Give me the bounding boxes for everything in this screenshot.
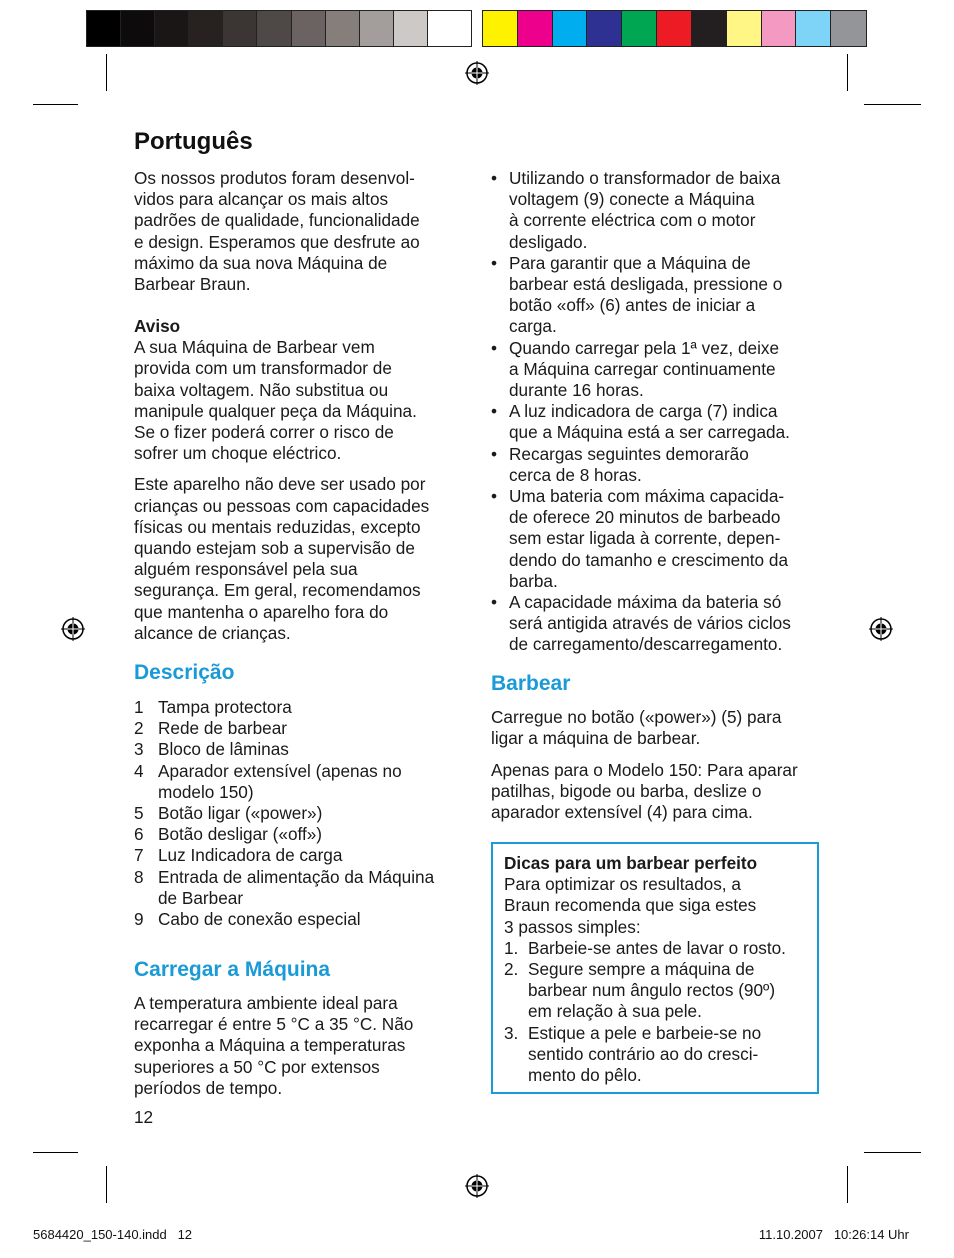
part-item (134, 803, 469, 824)
shaving-heading: Barbear (491, 672, 571, 695)
color-swatch (223, 11, 257, 46)
charging-bullet (491, 444, 826, 486)
tip-item-text: Segure sempre a máquina de barbear num ângulo rectos (90º) em relação à sua pele. (528, 959, 776, 1022)
part-item-number: 9 (134, 909, 144, 930)
charging-bullet (491, 338, 826, 402)
charging-bullet-text: Recargas seguintes demorarão cerca de 8 horas. (509, 443, 749, 485)
crop-mark (864, 104, 921, 105)
registration-mark-icon (465, 61, 489, 85)
charging-paragraph: A temperatura ambiente ideal para recarregar é entre 5 °C a 35 °C. Não exponha a Máquina a temperaturas superiores a 50 °C por extensos períodos de tempo. (134, 993, 414, 1098)
part-item-number: 7 (134, 845, 144, 866)
part-item-text: Aparador extensível (apenas no modelo 150) (158, 760, 402, 802)
charging-bullet (491, 401, 826, 443)
bullet-icon: • (491, 337, 498, 358)
charging-bullet-text: A luz indicadora de carga (7) indica que a Máquina está a ser carregada. (509, 401, 790, 443)
parts-list (134, 697, 469, 930)
charging-bullet-list (491, 168, 826, 656)
part-item (134, 909, 469, 930)
part-item-number: 4 (134, 760, 144, 781)
crop-mark (847, 54, 848, 91)
bullet-icon: • (491, 168, 498, 188)
color-swatch (587, 11, 622, 46)
warning-text: A sua Máquina de Barbear vem provida com um transformador de baixa voltagem. Não substitua ou manipule qualquer peça da Máquina. Se o fizer poderá correr o risco de sofrer um choque eléctrico. (134, 337, 417, 464)
color-swatch (518, 11, 553, 46)
part-item (134, 761, 469, 803)
crop-mark (847, 1166, 848, 1203)
color-swatch (622, 11, 657, 46)
part-item-number: 6 (134, 824, 144, 845)
grayscale-color-bar (86, 10, 472, 47)
part-item-text: Rede de barbear (158, 718, 287, 739)
color-swatch (483, 11, 518, 46)
part-item-text: Tampa protectora (158, 697, 292, 717)
page-title: Português (134, 128, 253, 155)
crop-mark (106, 54, 107, 91)
warning-section (134, 316, 469, 644)
color-swatch (727, 11, 762, 46)
color-swatch (762, 11, 797, 46)
color-swatch (87, 11, 121, 46)
color-swatch (292, 11, 326, 46)
part-item-number: 8 (134, 866, 144, 887)
part-item-number: 1 (134, 697, 144, 717)
process-color-bar (482, 10, 867, 47)
bullet-icon: • (491, 592, 498, 613)
tips-list (504, 938, 807, 1086)
footer-file-info: 5684420_150-140.indd 12 (33, 1227, 193, 1242)
charging-bullet-text: Quando carregar pela 1ª vez, deixe a Máquina carregar continuamente durante 16 horas. (509, 337, 780, 401)
warning-heading: Aviso (134, 316, 181, 336)
charging-bullet (491, 486, 826, 592)
tip-item-text: Barbeie-se antes de lavar o rosto. (528, 937, 786, 958)
part-item (134, 697, 469, 718)
color-swatch (692, 11, 727, 46)
tip-item-number: 1. (504, 937, 519, 958)
bullet-icon: • (491, 401, 498, 422)
part-item (134, 739, 469, 760)
charging-bullet (491, 168, 826, 253)
bullet-icon: • (491, 443, 498, 464)
intro-paragraph: Os nossos produtos foram desenvol- vidos para alcançar os mais altos padrões de qualidade, funcionalidade e design. Esperamos que desfrute ao máximo da sua nova Máquina de Barbear Braun. (134, 168, 420, 295)
tip-item-number: 2. (504, 959, 519, 980)
tip-item (504, 959, 807, 1023)
part-item-number: 3 (134, 739, 144, 760)
registration-mark-icon (465, 1174, 489, 1198)
registration-mark-icon (869, 617, 893, 641)
part-item (134, 867, 469, 909)
tip-item (504, 938, 807, 959)
part-item-text: Botão ligar («power») (158, 803, 323, 824)
crop-mark (864, 1152, 921, 1153)
charging-bullet-text: A capacidade máxima da bateria só será antigida através de vários ciclos de carregamento/descarregamento. (509, 592, 791, 655)
charging-bullet (491, 592, 826, 656)
charging-bullet-text: Para garantir que a Máquina de barbear está desligada, pressione o botão «off» (6) antes de iniciar a carga. (509, 252, 783, 337)
children-warning-text: Este aparelho não deve ser usado por crianças ou pessoas com capacidades físicas ou mentais reduzidas, excepto quando estejam sob a supervisão de alguém responsável pela sua segurança. Em geral, recomendamos que mantenha o aparelho fora do alcance de crianças. (134, 474, 430, 643)
part-item-text: Botão desligar («off») (158, 824, 323, 845)
part-item (134, 718, 469, 739)
part-item-number: 5 (134, 803, 144, 824)
color-swatch (326, 11, 360, 46)
part-item-text: Cabo de conexão especial (158, 909, 361, 930)
color-swatch (394, 11, 428, 46)
shaving-paragraph-power: Carregue no botão («power») (5) para ligar a máquina de barbear. (491, 707, 782, 749)
tips-heading: Dicas para um barbear perfeito (504, 853, 758, 873)
tip-item-text: Estique a pele e barbeie-se no sentido contrário ao do cresci- mento do pêlo. (528, 1022, 762, 1086)
color-swatch (155, 11, 189, 46)
footer-timestamp: 11.10.2007 10:26:14 Uhr (758, 1227, 909, 1242)
charging-heading: Carregar a Máquina (134, 958, 331, 981)
color-swatch (657, 11, 692, 46)
part-item-text: Entrada de alimentação da Máquina de Barbear (158, 866, 435, 908)
charging-bullet-text: Uma bateria com máxima capacida- de oferece 20 minutos de barbeado sem estar ligada à corrente, depen- dendo do tamanho e crescimento da barba. (509, 486, 789, 591)
color-swatch (257, 11, 291, 46)
bullet-icon: • (491, 252, 498, 273)
color-swatch (553, 11, 588, 46)
crop-mark (33, 1152, 78, 1153)
part-item (134, 845, 469, 866)
part-item-text: Bloco de lâminas (158, 739, 289, 760)
color-swatch (428, 11, 462, 46)
charging-bullet (491, 253, 826, 338)
color-swatch (831, 11, 866, 46)
description-heading: Descrição (134, 661, 235, 684)
color-swatch (121, 11, 155, 46)
tips-box (491, 842, 819, 1094)
tip-item-number: 3. (504, 1022, 519, 1043)
color-swatch (189, 11, 223, 46)
shaving-paragraph-trimmer: Apenas para o Modelo 150: Para aparar patilhas, bigode ou barba, deslize o aparador extensível (4) para cima. (491, 760, 798, 823)
tips-intro: Para optimizar os resultados, a Braun recomenda que siga estes 3 passos simples: (504, 874, 757, 937)
tip-item (504, 1023, 807, 1087)
bullet-icon: • (491, 486, 498, 507)
page-number: 12 (134, 1107, 154, 1127)
part-item (134, 824, 469, 845)
crop-mark (33, 104, 78, 105)
registration-mark-icon (61, 617, 85, 641)
part-item-text: Luz Indicadora de carga (158, 845, 343, 866)
crop-mark (106, 1166, 107, 1203)
part-item-number: 2 (134, 718, 144, 739)
charging-bullet-text: Utilizando o transformador de baixa voltagem (9) conecte a Máquina à corrente eléctrica com o motor desligado. (509, 168, 781, 252)
color-swatch (360, 11, 394, 46)
color-swatch (796, 11, 831, 46)
